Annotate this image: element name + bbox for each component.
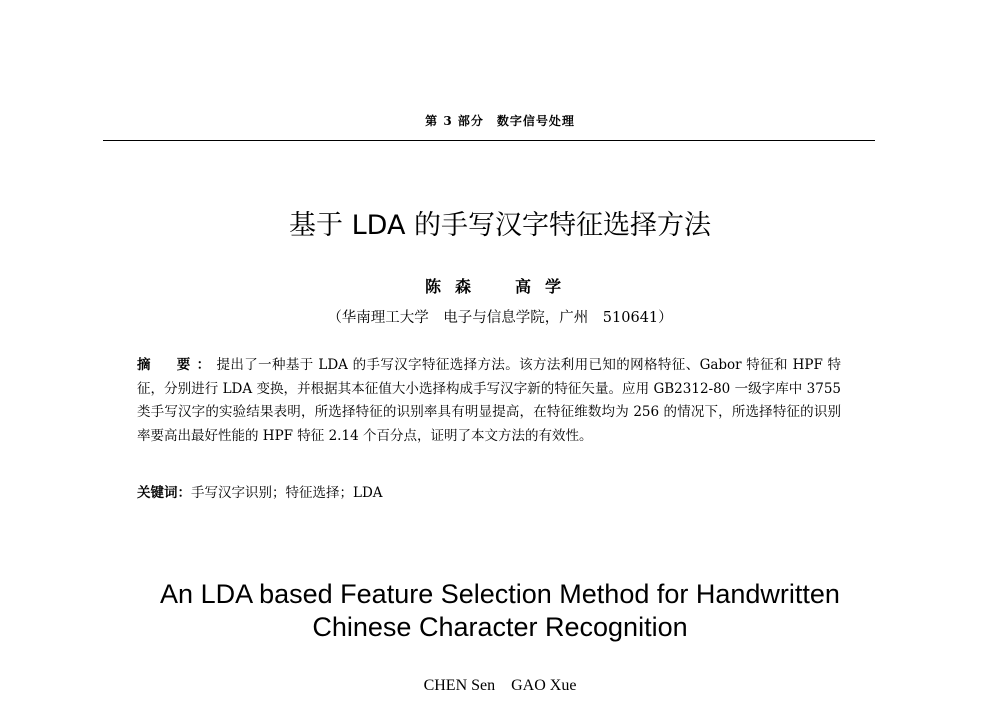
abstract [137, 354, 841, 448]
header-rule [103, 140, 875, 141]
keywords-text: 手写汉字识别；特征选择；LDA [191, 485, 383, 501]
abstract-label: 摘 要： [137, 357, 217, 373]
running-header: 第 3 部分 数字信号处理 [425, 114, 575, 128]
english-authors: CHEN Sen GAO Xue [423, 677, 577, 694]
chinese-affiliation: （华南理工大学 电子与信息学院，广州 510641） [327, 310, 673, 326]
english-title-line-2: Chinese Character Recognition [312, 612, 688, 642]
abstract-text: 提出了一种基于 LDA 的手写汉字特征选择方法。该方法利用已知的网格特征、Gabor 特征和 HPF 特征，分别进行 LDA 变换，并根据其本征值大小选择构成手写汉字新的特征矢量。应用 GB2312-80 一级字库中 3755 类手写汉字的实验结果表明，所选择特征的识别率具有明显提高，在特征维数均为 256 的情况下，所选择特征的识别率要高出最好性能的 HPF 特征 2.14 个百分点，证明了本文方法的有效性。 [137, 357, 842, 444]
chinese-title: 基于 LDA 的手写汉字特征选择方法 [289, 210, 711, 241]
keywords [137, 482, 841, 506]
english-title-line-1: An LDA based Feature Selection Method for Handwritten [160, 579, 840, 609]
chinese-authors: 陈森 高学 [424, 277, 575, 296]
keywords-label: 关键词： [137, 485, 191, 501]
english-title [0, 578, 1000, 644]
